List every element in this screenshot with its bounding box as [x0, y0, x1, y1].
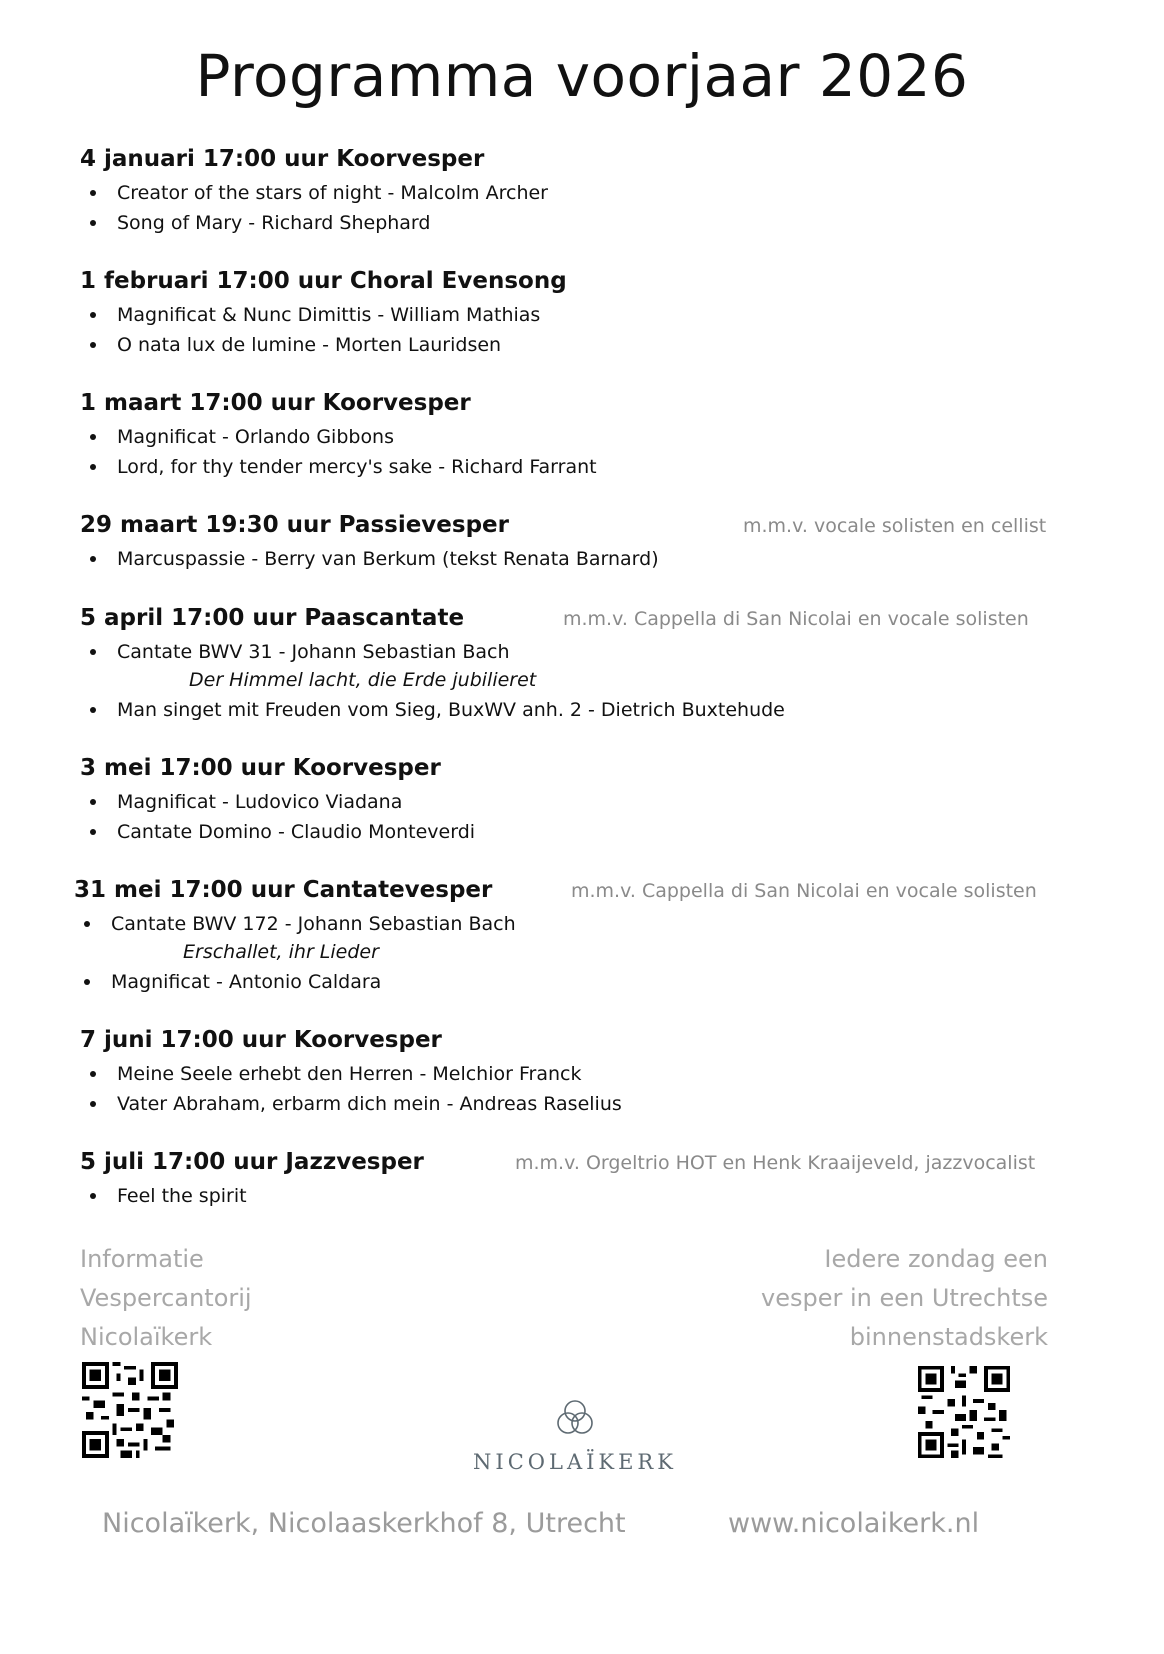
bullet-icon [84, 979, 90, 985]
event-block [80, 146, 1080, 238]
event-note: m.m.v. Cappella di San Nicolai en vocale solisten [571, 880, 1037, 902]
item-text: Cantate BWV 31 - Johann Sebastian Bach [117, 641, 510, 663]
event-heading: 5 juli 17:00 uur Jazzvesper [80, 1149, 424, 1175]
item-text: Meine Seele erhebt den Herren - Melchior Franck [117, 1063, 582, 1085]
bullet-icon [90, 342, 96, 348]
list-item [80, 1181, 1080, 1211]
event-heading: 5 april 17:00 uur Paascantate [80, 605, 465, 631]
event-heading: 7 juni 17:00 uur Koorvesper [80, 1027, 442, 1053]
event-block [80, 1027, 1080, 1119]
bullet-icon [90, 1071, 96, 1077]
bullet-icon [90, 220, 96, 226]
event-heading: 3 mei 17:00 uur Koorvesper [80, 755, 441, 781]
event-block [80, 755, 1080, 847]
bullet-icon [90, 1193, 96, 1199]
list-item [80, 1059, 1080, 1089]
event-block [80, 512, 1080, 574]
event-heading: 31 mei 17:00 uur Cantatevesper [74, 877, 493, 903]
event-block [80, 1149, 1080, 1211]
info-line: Nicolaïkerk [80, 1323, 213, 1351]
list-item [80, 422, 1080, 452]
bullet-icon [90, 1101, 96, 1107]
event-block [80, 605, 1080, 725]
event-heading: 1 maart 17:00 uur Koorvesper [80, 390, 471, 416]
item-text: Feel the spirit [117, 1185, 247, 1207]
qr-code-icon[interactable] [918, 1366, 1010, 1458]
item-text: Creator of the stars of night - Malcolm Archer [117, 182, 548, 204]
bullet-icon [90, 556, 96, 562]
info-left [80, 1240, 252, 1357]
item-text: Lord, for thy tender mercy's sake - Richard Farrant [117, 456, 597, 478]
bullet-icon [90, 707, 96, 713]
item-text: Marcuspassie - Berry van Berkum (tekst Renata Barnard) [117, 548, 659, 570]
item-subtitle: Erschallet, ihr Lieder [183, 941, 379, 963]
footer-url[interactable]: www.nicolaikerk.nl [728, 1508, 980, 1539]
item-text: Magnificat & Nunc Dimittis - William Mathias [117, 304, 541, 326]
item-text: O nata lux de lumine - Morten Lauridsen [117, 334, 502, 356]
info-line: Iedere zondag een [824, 1245, 1048, 1273]
bullet-icon [90, 649, 96, 655]
item-text: Magnificat - Antonio Caldara [111, 971, 382, 993]
info-right [761, 1240, 1048, 1357]
event-note: m.m.v. Cappella di San Nicolai en vocale solisten [563, 608, 1029, 630]
list-item [80, 695, 1080, 725]
info-line: Informatie [80, 1245, 204, 1273]
bullet-icon [90, 829, 96, 835]
page-title: Programma voorjaar 2026 [195, 42, 969, 110]
footer-address: Nicolaïkerk, Nicolaaskerkhof 8, Utrecht [102, 1508, 626, 1539]
event-heading: 29 maart 19:30 uur Passievesper [80, 512, 509, 538]
event-block [80, 390, 1080, 482]
bullet-icon [90, 312, 96, 318]
list-item [80, 208, 1080, 238]
item-text: Cantate BWV 172 - Johann Sebastian Bach [111, 913, 516, 935]
bullet-icon [90, 434, 96, 440]
info-line: vesper in een Utrechtse [760, 1284, 1048, 1312]
list-item [80, 817, 1080, 847]
bullet-icon [90, 190, 96, 196]
item-text: Song of Mary - Richard Shephard [117, 212, 431, 234]
event-note: m.m.v. vocale solisten en cellist [743, 515, 1047, 537]
list-item [80, 637, 1080, 695]
item-subtitle: Der Himmel lacht, die Erde jubilieret [189, 669, 537, 691]
list-item [80, 787, 1080, 817]
list-item [74, 909, 1074, 967]
info-line: Vespercantorij [80, 1284, 252, 1312]
list-item [80, 300, 1080, 330]
event-note: m.m.v. Orgeltrio HOT en Henk Kraaijeveld, jazzvocalist [515, 1152, 1036, 1174]
bullet-icon [90, 799, 96, 805]
qr-code-icon[interactable] [82, 1362, 178, 1458]
list-item [80, 178, 1080, 208]
logo-text: NICOLAÏKERK [473, 1450, 677, 1474]
qr-code-icon [82, 1362, 178, 1458]
event-heading: 4 januari 17:00 uur Koorvesper [80, 146, 485, 172]
item-text: Magnificat - Ludovico Viadana [117, 791, 403, 813]
list-item [80, 330, 1080, 360]
list-item [80, 452, 1080, 482]
list-item [80, 544, 1080, 574]
event-block [80, 268, 1080, 360]
list-item [74, 967, 1074, 997]
list-item [80, 1089, 1080, 1119]
item-text: Man singet mit Freuden vom Sieg, BuxWV anh. 2 - Dietrich Buxtehude [117, 699, 785, 721]
bullet-icon [90, 464, 96, 470]
trinity-knot-icon [555, 1398, 595, 1436]
church-logo [430, 1398, 720, 1474]
info-line: binnenstadskerk [849, 1323, 1048, 1351]
event-heading: 1 februari 17:00 uur Choral Evensong [80, 268, 567, 294]
qr-code-icon [918, 1366, 1010, 1458]
item-text: Vater Abraham, erbarm dich mein - Andreas Raselius [117, 1093, 622, 1115]
bullet-icon [84, 921, 90, 927]
item-text: Magnificat - Orlando Gibbons [117, 426, 395, 448]
event-block [74, 877, 1074, 997]
item-text: Cantate Domino - Claudio Monteverdi [117, 821, 476, 843]
